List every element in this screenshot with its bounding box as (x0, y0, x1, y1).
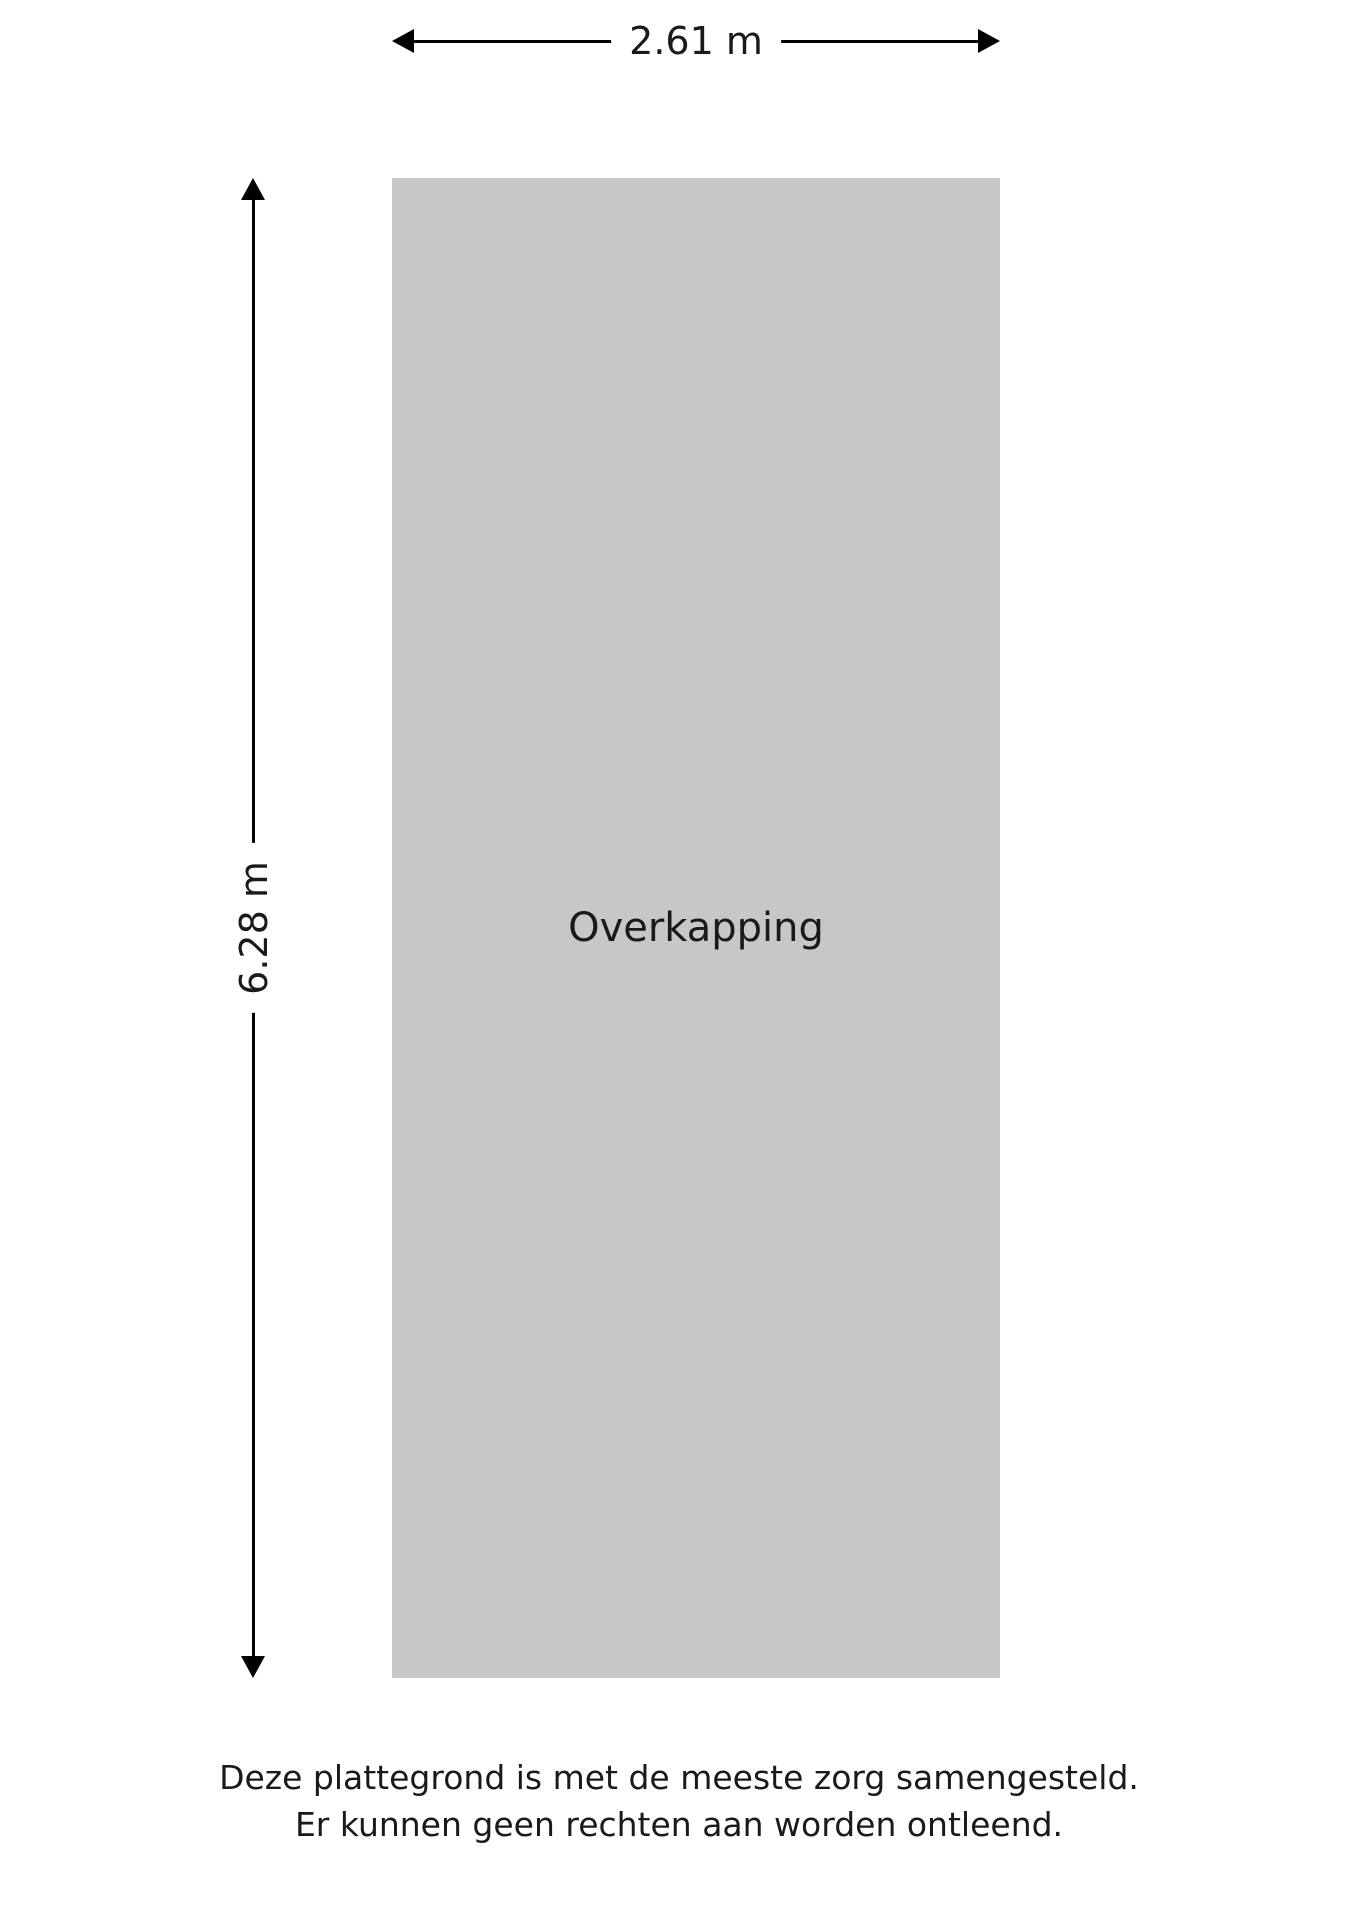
height-dimension (228, 178, 280, 1678)
room-label: Overkapping (568, 905, 824, 951)
width-dimension-label: 2.61 m (611, 16, 781, 66)
arrow-right-icon (978, 29, 1000, 53)
disclaimer-line-2: Er kunnen geen rechten aan worden ontleend. (294, 1805, 1064, 1844)
disclaimer (0, 1754, 1358, 1848)
arrow-down-icon (241, 1656, 265, 1678)
disclaimer-line-1: Deze plattegrond is met de meeste zorg samengesteld. (219, 1758, 1139, 1797)
height-dimension-label: 6.28 m (229, 843, 279, 1013)
width-dimension (392, 20, 1000, 72)
room-overkapping (392, 178, 1000, 1678)
